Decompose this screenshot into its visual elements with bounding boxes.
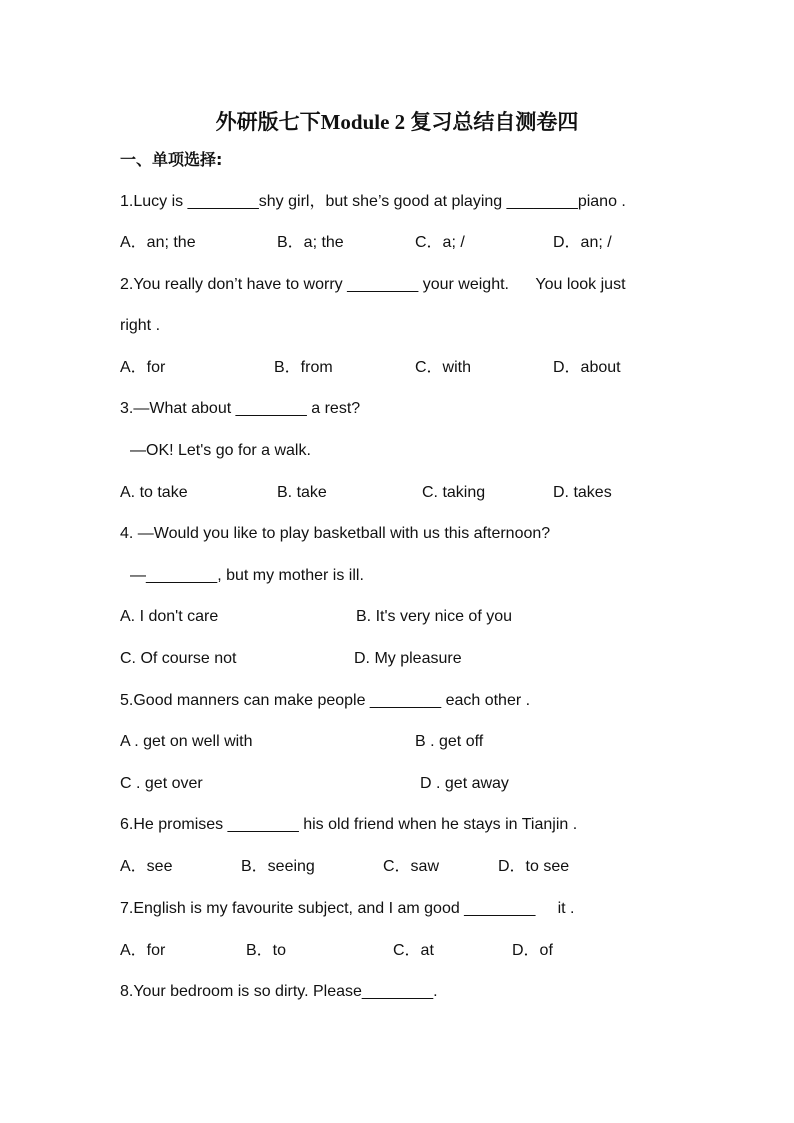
section-heading: 一、单项选择: — [120, 150, 223, 169]
question-4-stem: 4. —Would you like to play basketball with us this afternoon? — [120, 525, 551, 542]
q2-option-c: C．with — [415, 359, 472, 376]
question-7-stem: 7.English is my favourite subject, and I am good ________ it . — [120, 900, 575, 917]
question-8-stem: 8.Your bedroom is so dirty. Please________. — [120, 983, 438, 1000]
q6-option-a: A．see — [120, 858, 173, 875]
question-2-stem-cont: right . — [120, 317, 161, 334]
q7-option-a: A．for — [120, 942, 166, 959]
q2-option-d: D．about — [553, 359, 621, 376]
q5-option-b: B . get off — [415, 733, 484, 750]
q7-option-d: D．of — [512, 942, 553, 959]
q1-option-d: D．an; / — [553, 234, 612, 251]
q7-option-c: C．at — [393, 942, 434, 959]
q4-option-a: A. I don't care — [120, 608, 219, 625]
question-6-stem: 6.He promises ________ his old friend when he stays in Tianjin . — [120, 816, 578, 833]
document-title: 外研版七下Module 2 复习总结自测卷四 — [215, 110, 579, 134]
question-3-stem: 3.—What about ________ a rest? — [120, 400, 361, 417]
q1-option-a: A．an; the — [120, 234, 196, 251]
question-5-stem: 5.Good manners can make people ________ each other . — [120, 692, 531, 709]
question-4-reply: —________, but my mother is ill. — [130, 567, 364, 584]
q5-option-d: D . get away — [420, 775, 509, 792]
q7-option-b: B．to — [246, 942, 287, 959]
q6-option-d: D．to see — [498, 858, 570, 875]
q5-option-c: C . get over — [120, 775, 203, 792]
q3-option-b: B. take — [277, 484, 327, 501]
q6-option-b: B．seeing — [241, 858, 315, 875]
q6-option-c: C．saw — [383, 858, 440, 875]
q2-option-b: B．from — [274, 359, 333, 376]
q3-option-c: C. taking — [422, 484, 486, 501]
q5-option-a: A . get on well with — [120, 733, 253, 750]
q4-option-b: B. It's very nice of you — [356, 608, 513, 625]
q3-option-d: D. takes — [553, 484, 612, 501]
q3-option-a: A. to take — [120, 484, 188, 501]
question-3-reply: —OK! Let's go for a walk. — [130, 442, 311, 459]
q1-option-b: B．a; the — [277, 234, 344, 251]
q2-option-a: A．for — [120, 359, 166, 376]
q4-option-c: C. Of course not — [120, 650, 237, 667]
q1-option-c: C．a; / — [415, 234, 465, 251]
question-2-stem: 2.You really don’t have to worry ________ your weight. You look just — [120, 276, 626, 293]
q4-option-d: D. My pleasure — [354, 650, 462, 667]
question-1-stem: 1.Lucy is ________shy girl，but she’s good at playing ________piano . — [120, 193, 626, 210]
